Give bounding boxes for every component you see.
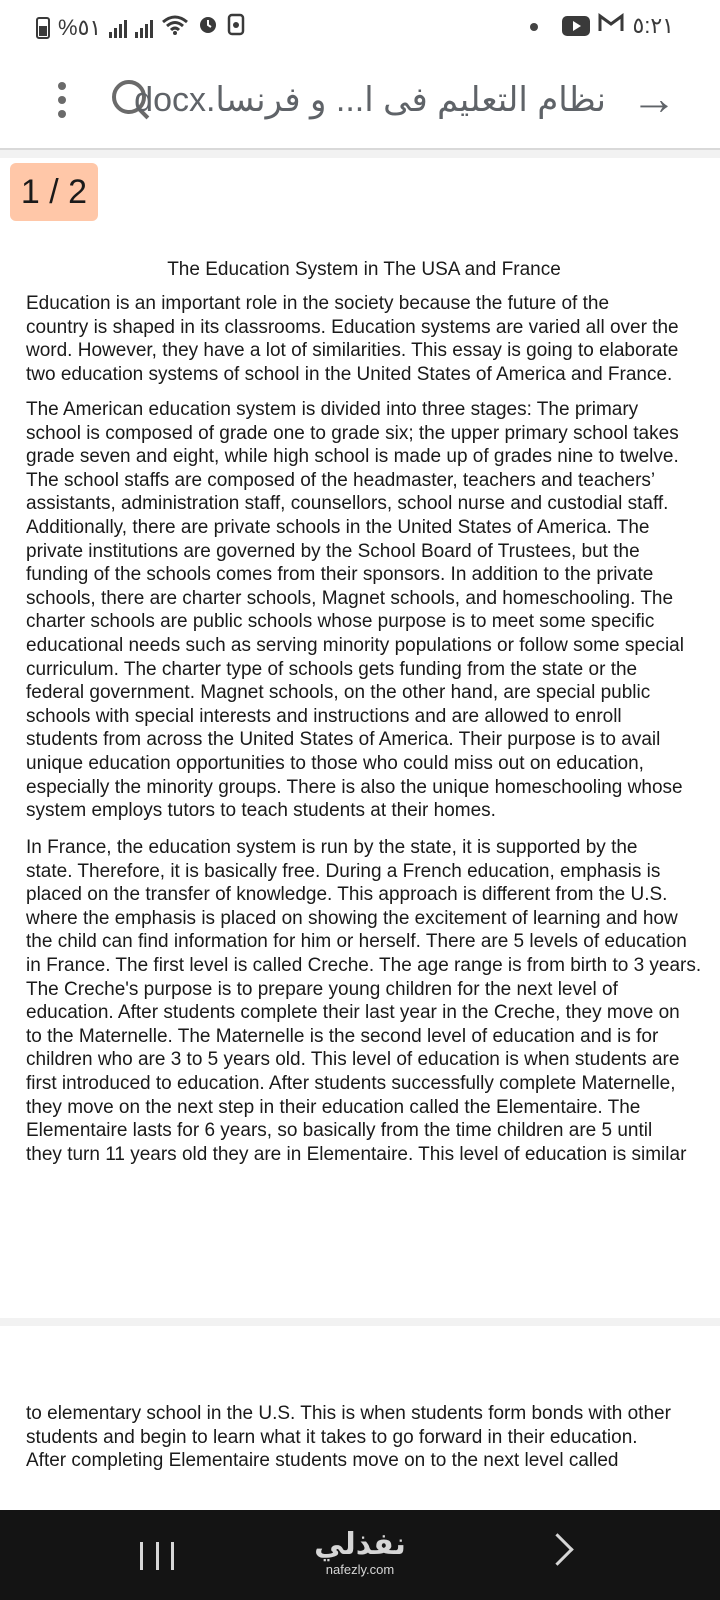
text-line: children who are 3 to 5 years old. This level of education is when students are (26, 1049, 680, 1071)
text-line: Additionally, there are private schools in the United States of America. The (26, 516, 650, 538)
signal-icon (109, 18, 127, 38)
text-line: educational needs such as serving minority populations or follow some special (26, 634, 684, 656)
text-line: system employs tutors to teach students at their homes. (26, 800, 496, 822)
text-line: where the emphasis is placed on showing the excitement of learning and how (26, 907, 678, 929)
more-vert-icon[interactable] (44, 74, 80, 126)
text-line: two education systems of school in the United States of America and France. (26, 363, 673, 385)
text-line: to the Maternelle. The Maternelle is the second level of education and is for (26, 1025, 659, 1047)
text-line: education. After students complete their last year in the Creche, they move on (26, 1002, 680, 1024)
paragraph-france (26, 836, 702, 1166)
text-line: school is composed of grade one to grade six; the upper primary school takes (26, 422, 679, 444)
arrow-back-icon[interactable]: → (631, 72, 677, 124)
document-title: نظام التعليم فى ا... و فرنسا.docx (134, 81, 606, 119)
logo-url: nafezly.com (325, 1562, 395, 1577)
gmail-icon (598, 12, 624, 40)
logo-arabic: نفذلي (314, 1528, 406, 1561)
clock: ٥:٢١ (632, 13, 674, 38)
signal-icon (135, 18, 153, 38)
paragraph-page2 (26, 1402, 698, 1510)
document-heading: The Education System in The USA and France (167, 259, 561, 280)
text-line: federal government. Magnet schools, on the other hand, are special public (26, 682, 651, 704)
text-line: first introduced to education. After students successfully complete Maternelle, (26, 1072, 676, 1094)
text-line: to elementary school in the U.S. This is when students form bonds with other (26, 1403, 671, 1424)
text-line: After completing Elementaire students move on to the next level called (26, 1450, 619, 1472)
youtube-icon (562, 16, 590, 36)
navigation-bar (0, 1510, 720, 1600)
text-line: students and begin to learn what it takes to go forward in their education. (26, 1426, 638, 1448)
text-line: The Creche's purpose is to prepare young children for the next level of (26, 978, 618, 1000)
back-button[interactable] (541, 1533, 574, 1566)
text-line: they move on the next step in their education called the Elementaire. The (26, 1096, 641, 1118)
text-line: curriculum. The charter type of schools gets funding from the state or the (26, 658, 638, 680)
text-line: especially the minority groups. There is also the unique homeschooling whose (26, 776, 683, 798)
text-line: they turn 11 years old they are in Elementaire. This level of education is similar (26, 1143, 687, 1165)
text-line: unique education opportunities to those who could miss out on education, (26, 752, 644, 774)
text-line: charter schools are public schools whose purpose is to meet some specific (26, 611, 655, 633)
recents-button[interactable] (140, 1542, 174, 1570)
text-line: Elementaire lasts for 6 years, so basically from the time children are 5 until (26, 1120, 653, 1142)
text-line: word. However, they have a lot of similarities. This essay is going to elaborate (26, 340, 679, 362)
text-line: schools with special interests and instructions and are allowed to enroll (26, 705, 622, 727)
status-bar (0, 0, 720, 52)
text-line: Education is an important role in the society because the future of the (26, 293, 610, 314)
text-line: country is shaped in its classrooms. Education systems are varied all over the (26, 316, 679, 338)
watermark-logo (300, 1528, 420, 1578)
battery-percent: %٥١ (58, 14, 102, 40)
text-line: grade seven and eight, while high school is made up of grades nine to twelve. (26, 446, 679, 468)
saver-icon (227, 12, 245, 43)
text-line: assistants, administration staff, counsellors, school nurse and custodial staff. (26, 493, 669, 515)
document-toolbar (0, 52, 720, 150)
text-line: students from across the United States of America. Their purpose is to avail (26, 729, 661, 751)
battery-icon (36, 17, 50, 39)
text-line: The American education system is divided into three stages: The primary (26, 399, 639, 420)
text-line: the child can find information for him or herself. There are 5 levels of education (26, 931, 687, 953)
text-line: state. Therefore, it is basically free. During a French education, emphasis is (26, 860, 661, 882)
status-right (562, 12, 674, 40)
text-line: in France. The first level is called Creche. The age range is from birth to 3 years. (26, 954, 702, 976)
text-line: schools, there are charter schools, Magnet schools, and homeschooling. The (26, 587, 674, 609)
wifi-icon (161, 14, 189, 42)
page-indicator: 1 / 2 (10, 163, 98, 221)
text-line: In France, the education system is run by the state, it is supported by the (26, 837, 638, 858)
status-left (36, 12, 245, 43)
text-line: private institutions are governed by the School Board of Trustees, but the (26, 540, 640, 562)
alarm-icon (197, 13, 219, 42)
text-line: funding of the schools comes from their sponsors. In addition to the private (26, 564, 654, 586)
text-line: placed on the transfer of knowledge. This approach is different from the U.S. (26, 884, 668, 906)
text-line: The school staffs are composed of the headmaster, teachers and teachers’ (26, 469, 656, 491)
paragraph-usa (26, 398, 698, 823)
paragraph-intro (26, 292, 698, 386)
notification-dot (530, 23, 538, 31)
